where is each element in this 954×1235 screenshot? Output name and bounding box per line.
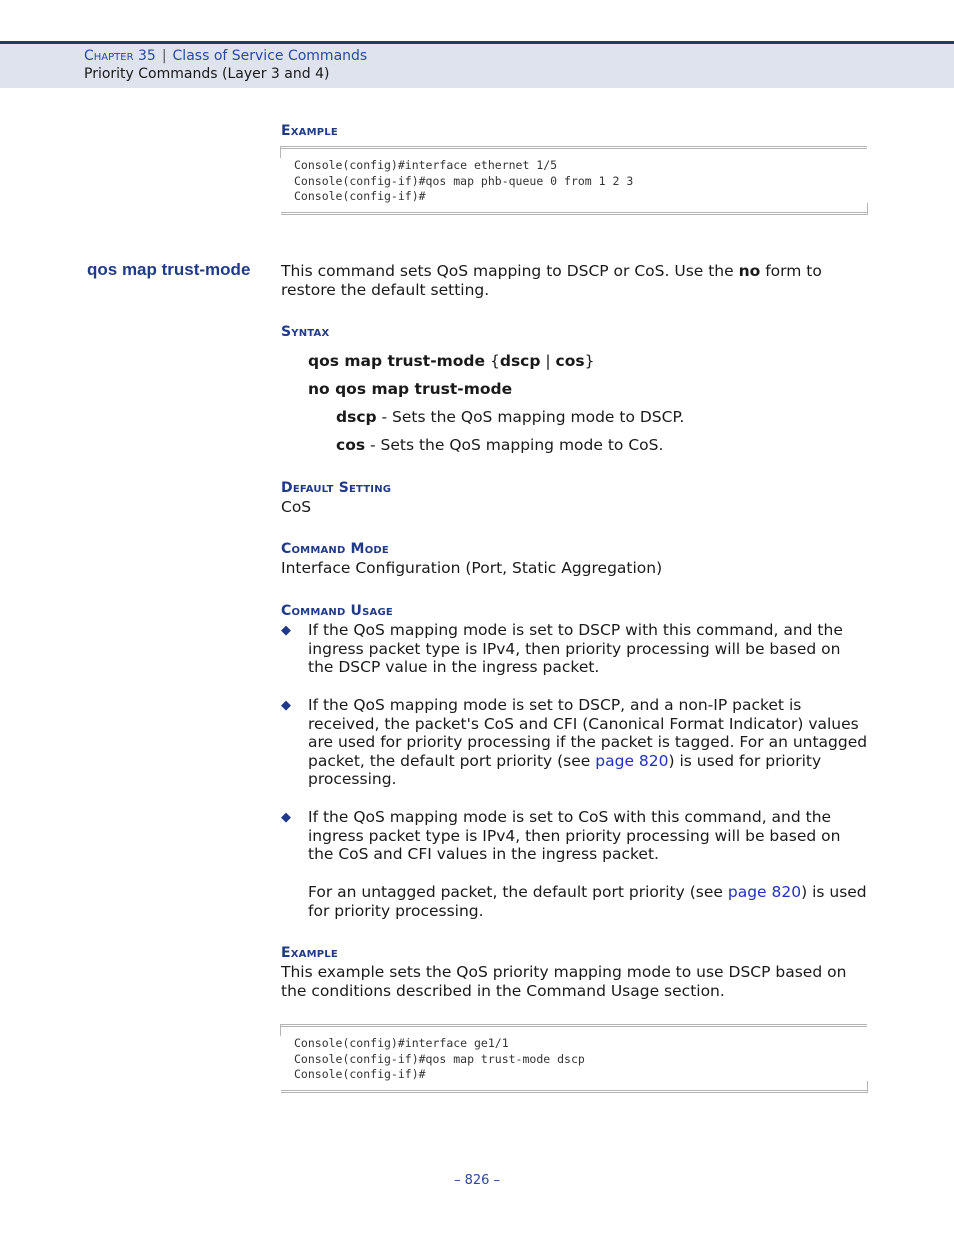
code-line: Console(config)#interface ge1/1 — [294, 1036, 509, 1050]
param-dscp — [336, 408, 684, 426]
syntax-brace: { — [485, 352, 500, 370]
syntax-option: cos — [555, 352, 585, 370]
example2-description: This example sets the QoS priority mapping mode to use DSCP based on the conditions described in the Command Usage section. — [281, 963, 847, 1000]
header-separator: | — [161, 48, 167, 64]
desc-bold: no — [738, 262, 761, 280]
syntax-line-1 — [308, 352, 594, 370]
example2-code-block — [281, 1024, 867, 1093]
usage-bullet-3-continuation — [308, 883, 868, 920]
page-number: – 826 – — [453, 1173, 501, 1188]
bullet-text: For an untagged packet, the default port priority (see — [308, 883, 728, 901]
param-name: dscp — [336, 408, 377, 426]
param-cos — [336, 436, 663, 454]
bullet-text: If the QoS mapping mode is set to DSCP, and a non-IP packet is received, the packet's CoS and CFI (Canonical Format Indicator) values are used for priority processing if the packet is tagged. For an untagged packet, the default port priority (see — [308, 696, 868, 770]
code-line: Console(config-if)#qos map phb-queue 0 from 1 2 3 — [294, 173, 634, 188]
chapter-title: Class of Service Commands — [172, 48, 368, 64]
command-description — [281, 262, 871, 300]
example2-heading: Example — [281, 945, 338, 961]
page-link[interactable]: page 820 — [727, 883, 802, 901]
command-usage-heading: Command Usage — [281, 603, 393, 619]
default-setting-heading: Default Setting — [281, 480, 392, 496]
default-setting-value: CoS — [281, 498, 312, 516]
code-line: Console(config-if)# — [294, 189, 426, 203]
header-chapter-line — [84, 48, 367, 64]
bullet-diamond-icon: ◆ — [281, 698, 291, 713]
desc-text: form to restore the default setting. — [281, 262, 822, 299]
chapter-number: Chapter 35 — [84, 48, 156, 64]
code-line: Console(config)#interface ethernet 1/5 — [294, 158, 558, 172]
usage-bullet-1: If the QoS mapping mode is set to DSCP with this command, and the ingress packet type is IPv4, then priority processing will be based on the DSCP value in the ingress packet. — [308, 621, 843, 676]
example1-code-block — [281, 146, 867, 215]
syntax-heading: Syntax — [281, 324, 330, 340]
param-desc: - Sets the QoS mapping mode to CoS. — [365, 436, 664, 454]
bullet-diamond-icon: ◆ — [281, 810, 291, 825]
command-title: qos map trust-mode — [87, 260, 251, 279]
header-subtitle: Priority Commands (Layer 3 and 4) — [84, 66, 330, 82]
usage-bullet-2 — [308, 696, 868, 789]
command-mode-heading: Command Mode — [281, 541, 389, 557]
command-mode-value: Interface Configuration (Port, Static Aggregation) — [281, 559, 663, 577]
desc-text: This command sets QoS mapping to DSCP or CoS. Use the — [281, 262, 739, 280]
code-line: Console(config-if)#qos map trust-mode dscp — [294, 1051, 585, 1066]
page-link[interactable]: page 820 — [595, 751, 669, 770]
syntax-option: dscp — [499, 352, 541, 370]
code-line: Console(config-if)# — [294, 1067, 426, 1081]
syntax-brace: } — [584, 352, 595, 370]
param-name: cos — [336, 436, 366, 454]
bullet-text: ) is used for priority processing. — [308, 883, 867, 920]
syntax-line-2: no qos map trust-mode — [308, 380, 513, 398]
syntax-pipe: | — [540, 352, 556, 370]
syntax-command: qos map trust-mode — [308, 352, 486, 370]
page-header — [0, 41, 954, 88]
bullet-text: ) is used for priority processing. — [308, 751, 822, 788]
usage-bullet-3: If the QoS mapping mode is set to CoS with this command, and the ingress packet type is IPv4, then priority processing will be based on the CoS and CFI values in the ingress packet. — [308, 808, 841, 863]
param-desc: - Sets the QoS mapping mode to DSCP. — [376, 408, 685, 426]
example1-heading: Example — [281, 123, 338, 139]
bullet-diamond-icon: ◆ — [281, 623, 291, 638]
